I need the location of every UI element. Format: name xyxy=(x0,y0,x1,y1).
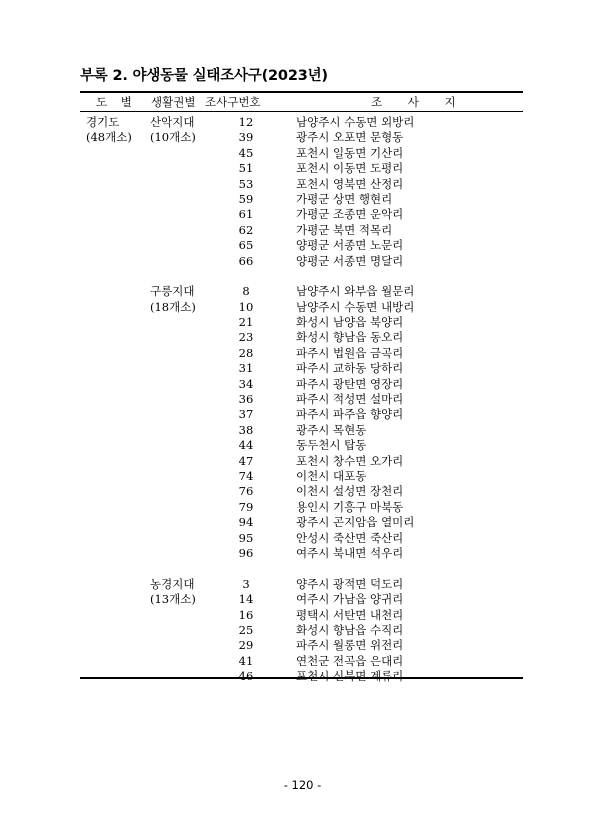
table-row xyxy=(80,223,523,238)
table-row xyxy=(80,638,523,653)
survey-site: 광주시 목현동 xyxy=(296,422,367,437)
habitat-name: 구릉지대 xyxy=(150,284,195,299)
survey-number: 79 xyxy=(238,499,254,514)
table-top-rule xyxy=(80,91,523,93)
survey-number: 3 xyxy=(242,576,250,591)
habitat-count: (18개소) xyxy=(150,299,196,314)
table-row xyxy=(80,192,523,207)
survey-site: 이천시 설성면 장천리 xyxy=(296,484,404,499)
table-row xyxy=(80,130,523,145)
survey-number: 16 xyxy=(238,607,254,622)
table-row xyxy=(80,407,523,422)
survey-site: 화성시 남양읍 북양리 xyxy=(296,315,404,330)
survey-site: 가평군 북면 적목리 xyxy=(296,222,393,237)
survey-site: 파주시 법원읍 금곡리 xyxy=(296,345,404,360)
group-spacer xyxy=(80,561,523,576)
page-title: 부록 2. 야생동물 실태조사구(2023년) xyxy=(80,68,328,84)
survey-site: 용인시 기흥구 마북동 xyxy=(296,499,404,514)
survey-site: 파주시 월롱면 위전리 xyxy=(296,638,404,653)
survey-site: 남양주시 수동면 외방리 xyxy=(296,115,415,129)
survey-number: 59 xyxy=(238,191,254,206)
header-habitat: 생활권별 xyxy=(151,95,196,109)
habitat-name: 산악지대 xyxy=(150,115,195,129)
survey-site: 포천시 영북면 산정리 xyxy=(296,176,404,191)
survey-site: 남양주시 와부읍 월문리 xyxy=(296,284,415,299)
survey-number: 76 xyxy=(238,484,254,499)
survey-site: 화성시 향남읍 동오리 xyxy=(296,330,404,345)
survey-number: 94 xyxy=(238,515,254,530)
survey-site: 안성시 죽산면 죽산리 xyxy=(296,530,404,545)
survey-number: 34 xyxy=(238,376,254,391)
table-row xyxy=(80,177,523,192)
group-spacer xyxy=(80,269,523,284)
survey-number: 95 xyxy=(238,530,254,545)
table-row xyxy=(80,207,523,222)
header-province: 도 별 xyxy=(96,95,137,109)
table-row xyxy=(80,161,523,176)
survey-site: 화성시 향남읍 수직리 xyxy=(296,622,404,637)
survey-number: 29 xyxy=(238,638,254,653)
table-row xyxy=(80,346,523,361)
survey-number: 61 xyxy=(238,207,254,222)
table-row xyxy=(80,115,523,130)
survey-number: 44 xyxy=(238,438,254,453)
survey-number: 38 xyxy=(238,422,254,437)
table-row xyxy=(80,284,523,299)
table-row xyxy=(80,546,523,561)
survey-site: 양주시 광적면 덕도리 xyxy=(296,576,404,591)
survey-number: 23 xyxy=(238,330,254,345)
table-row xyxy=(80,608,523,623)
survey-site: 이천시 대포동 xyxy=(296,468,367,483)
habitat-count: (13개소) xyxy=(150,592,196,607)
table-row xyxy=(80,254,523,269)
survey-number: 21 xyxy=(238,315,254,330)
survey-site: 포천시 이동면 도평리 xyxy=(296,161,404,176)
survey-number: 96 xyxy=(238,545,254,560)
table-row xyxy=(80,438,523,453)
table-bottom-rule xyxy=(80,677,523,679)
survey-site: 파주시 적성면 설마리 xyxy=(296,392,404,407)
table-row xyxy=(80,592,523,607)
survey-site: 평택시 서탄면 내천리 xyxy=(296,607,404,622)
table-row xyxy=(80,515,523,530)
table-row xyxy=(80,361,523,376)
table-row xyxy=(80,300,523,315)
survey-site: 포천시 창수면 오가리 xyxy=(296,453,404,468)
survey-number: 65 xyxy=(238,238,254,253)
habitat-count: (10개소) xyxy=(150,130,196,145)
table-row xyxy=(80,146,523,161)
survey-site: 양평군 서종면 명달리 xyxy=(296,253,404,268)
table-row xyxy=(80,484,523,499)
survey-number: 25 xyxy=(238,622,254,637)
survey-site: 광주시 곤지암읍 열미리 xyxy=(296,515,415,530)
table-row xyxy=(80,469,523,484)
table-row xyxy=(80,238,523,253)
province-name: 경기도 xyxy=(86,115,120,129)
table-row xyxy=(80,454,523,469)
table-header-rule xyxy=(80,111,523,112)
table-row xyxy=(80,623,523,638)
table-row xyxy=(80,392,523,407)
survey-site: 광주시 오포면 문형동 xyxy=(296,130,404,145)
table-row xyxy=(80,500,523,515)
survey-site: 연천군 전곡읍 은대리 xyxy=(296,653,404,668)
header-survey-number: 조사구번호 xyxy=(205,95,261,109)
table-row xyxy=(80,423,523,438)
survey-number: 66 xyxy=(238,253,254,268)
survey-site: 파주시 광탄면 영장리 xyxy=(296,376,404,391)
survey-site: 여주시 가남읍 양귀리 xyxy=(296,592,404,607)
survey-number: 53 xyxy=(238,176,254,191)
table-row xyxy=(80,654,523,669)
survey-site: 여주시 북내면 석우리 xyxy=(296,545,404,560)
table-row xyxy=(80,577,523,592)
survey-number: 47 xyxy=(238,453,254,468)
table-row xyxy=(80,315,523,330)
page-number: - 120 - xyxy=(283,778,322,792)
table-row xyxy=(80,531,523,546)
survey-number: 12 xyxy=(238,115,254,129)
habitat-name: 농경지대 xyxy=(150,576,195,591)
survey-number: 14 xyxy=(238,592,254,607)
survey-site: 남양주시 수동면 내방리 xyxy=(296,299,415,314)
survey-number: 37 xyxy=(238,407,254,422)
survey-number: 74 xyxy=(238,468,254,483)
survey-number: 45 xyxy=(238,145,254,160)
survey-number: 41 xyxy=(238,653,254,668)
survey-number: 39 xyxy=(238,130,254,145)
table-row xyxy=(80,330,523,345)
survey-number: 62 xyxy=(238,222,254,237)
survey-table-body xyxy=(80,115,523,684)
survey-number: 51 xyxy=(238,161,254,176)
survey-number: 10 xyxy=(238,299,254,314)
survey-site: 파주시 파주읍 향양리 xyxy=(296,407,404,422)
survey-site: 가평군 조종면 운악리 xyxy=(296,207,404,222)
survey-number: 36 xyxy=(238,392,254,407)
survey-number: 31 xyxy=(238,361,254,376)
survey-site: 양평군 서종면 노문리 xyxy=(296,238,404,253)
header-site: 조 사 지 xyxy=(371,95,456,109)
survey-number: 8 xyxy=(242,284,250,299)
survey-site: 포천시 일동면 기산리 xyxy=(296,145,404,160)
province-count: (48개소) xyxy=(86,130,132,145)
survey-number: 28 xyxy=(238,345,254,360)
survey-site: 파주시 교하동 당하리 xyxy=(296,361,404,376)
survey-site: 동두천시 탑동 xyxy=(296,438,367,453)
table-row xyxy=(80,377,523,392)
survey-site: 가평군 상면 행현리 xyxy=(296,191,393,206)
